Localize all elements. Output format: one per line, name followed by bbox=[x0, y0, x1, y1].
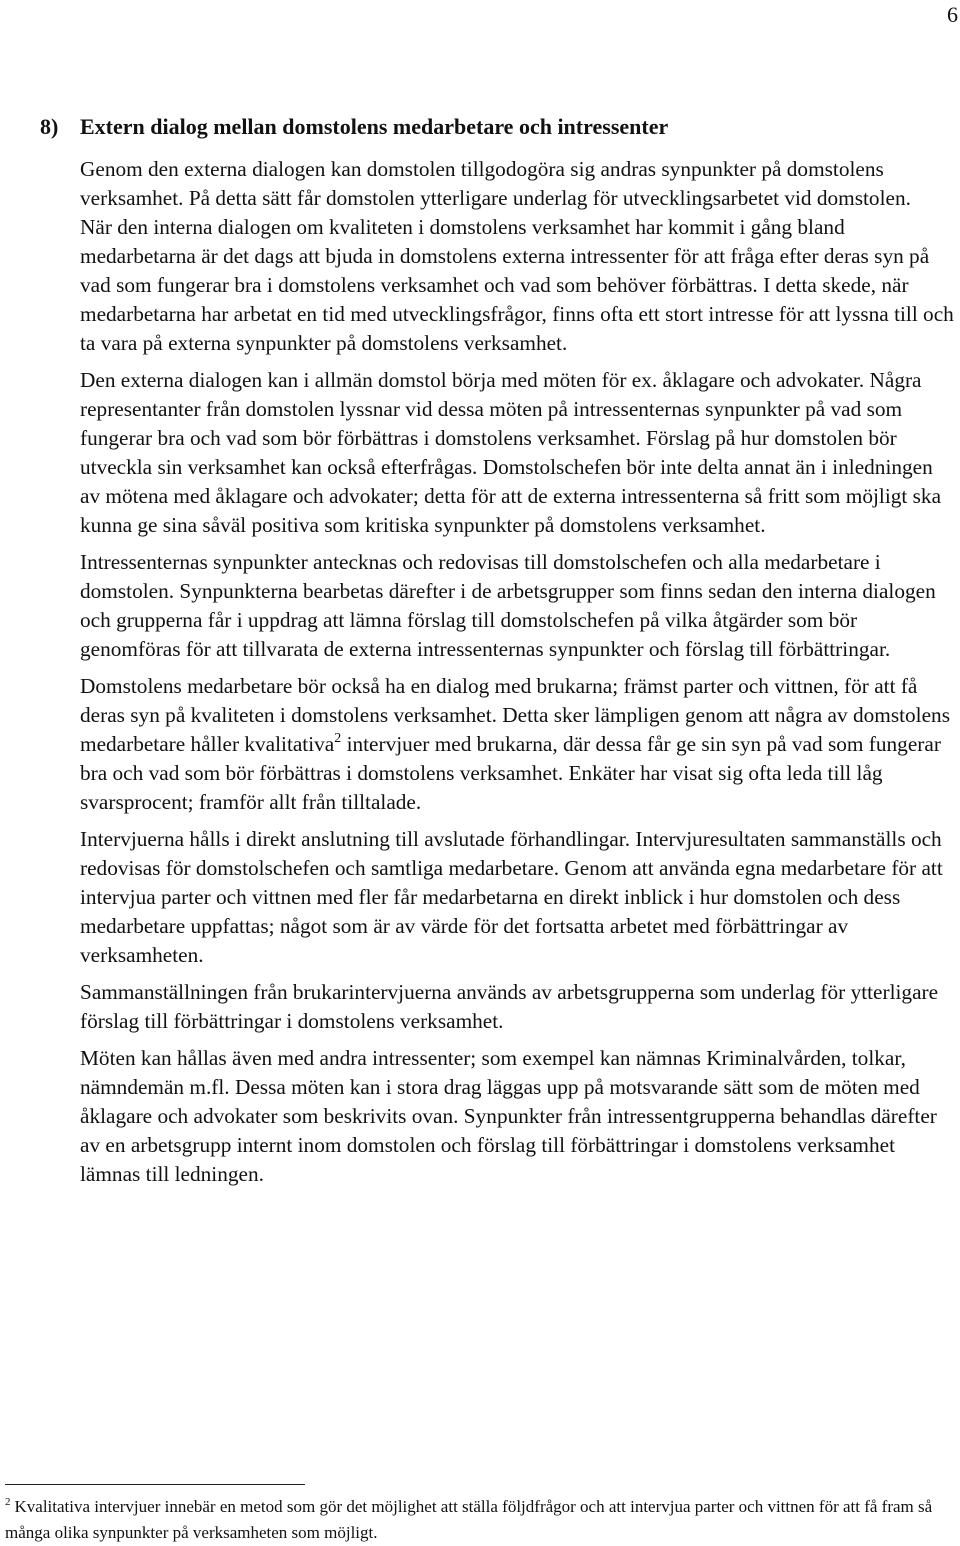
footnote-divider bbox=[5, 1484, 305, 1485]
paragraph-intro: Genom den externa dialogen kan domstolen tillgodogöra sig andras synpunkter på domstolens verksamhet. På detta sätt får domstolen ytterligare underlag för utvecklingsarbetet vid domstolen. bbox=[80, 157, 911, 210]
footnote-number: 2 bbox=[5, 1496, 11, 1508]
paragraph-user-dialog bbox=[80, 672, 956, 817]
section-heading bbox=[40, 114, 668, 140]
footnote-reference[interactable]: 2 bbox=[334, 731, 342, 746]
paragraph-user-dialog-end: intervjuer med brukarna, där dessa får ge sin syn på vad som fungerar bra och vad som bör förbättras i domstolens verksamhet. Enkäter har visat sig ofta leda till låg svarsprocent; framför allt från tilltalade. bbox=[80, 732, 941, 814]
paragraph-compilation: Sammanställningen från brukarintervjuerna används av arbetsgrupperna som underlag för ytterligare förslag till förbättringar i domstolens verksamhet. bbox=[80, 980, 939, 1033]
paragraph-external-meetings: Den externa dialogen kan i allmän domstol börja med möten för ex. åklagare och advokater. Några representanter från domstolen lyssnar vid dessa möten på intressenternas synpunkter på vad som fungerar bra och vad som bör förbättras i domstolens verksamhet. Förslag på hur domstolen bör utveckla sin verksamhet kan också efterfrågas. Domstolschefen bör inte delta annat än i inledningen av mötena med åklagare och advokater; detta för att de externa intressenterna så fritt som möjligt ska kunna ge sina såväl positiva som kritiska synpunkter på domstolens verksamhet. bbox=[80, 368, 942, 537]
paragraph-internal-dialog: När den interna dialogen om kvaliteten i domstolens verksamhet har kommit i gång bland medarbetarna är det dags att bjuda in domstolens externa intressenter för att fråga efter deras syn på vad som fungerar bra i domstolens verksamhet och vad som behöver förbättras. I detta skede, när medarbetarna har arbetat en tid med utvecklingsfrågor, finns ofta ett stort intresse för att lyssna till och ta vara på externa synpunkter på domstolens verksamhet. bbox=[80, 215, 954, 355]
paragraph-interviews: Intervjuerna hålls i direkt anslutning till avslutade förhandlingar. Intervjuresultaten sammanställs och redovisas för domstolschefen och samtliga medarbetare. Genom att använda egna medarbetare för att intervjua parter och vittnen med fler får medarbetarna en direkt inblick i hur domstolen och dess medarbetare uppfattas; något som är av värde för det fortsatta arbetet med förbättringar av verksamheten. bbox=[80, 827, 943, 967]
section-number: 8) bbox=[40, 114, 59, 139]
footnote bbox=[5, 1494, 952, 1546]
section-title: Extern dialog mellan domstolens medarbetare och intressenter bbox=[80, 114, 669, 139]
paragraph-user-dialog-start: Domstolens medarbetare bör också ha en dialog med brukarna; främst parter och vittnen, för att få deras syn på kvaliteten i domstolens verksamhet. Detta sker lämpligen genom att några av domstolens medarbetare håller kvalitativa bbox=[80, 674, 950, 756]
paragraph-other-meetings: Möten kan hållas även med andra intressenter; som exempel kan nämnas Kriminalvården, tolkar, nämndemän m.fl. Dessa möten kan i stora drag läggas upp på motsvarande sätt som de möten med åklagare och advokater som beskrivits ovan. Synpunkter från intressentgrupperna behandlas därefter av en arbetsgrupp internt inom domstolen och förslag till förbättringar i domstolens verksamhet lämnas till ledningen. bbox=[80, 1046, 937, 1186]
page-number: 6 bbox=[947, 2, 958, 27]
paragraph-stakeholder-feedback: Intressenternas synpunkter antecknas och redovisas till domstolschefen och alla medarbetare i domstolen. Synpunkterna bearbetas därefter i de arbetsgrupper som finns sedan den interna dialogen och grupperna får i uppdrag att lämna förslag till domstolschefen på vilka åtgärder som bör genomföras för att tillvarata de externa intressenternas synpunkter och förslag till förbättringar. bbox=[80, 550, 936, 661]
body-text bbox=[80, 155, 956, 1197]
footnote-text: Kvalitativa intervjuer innebär en metod som gör det möjlighet att ställa följdfrågor och att intervjua parter och vittnen för att få fram så många olika synpunkter på verksamheten som möjligt. bbox=[5, 1497, 933, 1542]
